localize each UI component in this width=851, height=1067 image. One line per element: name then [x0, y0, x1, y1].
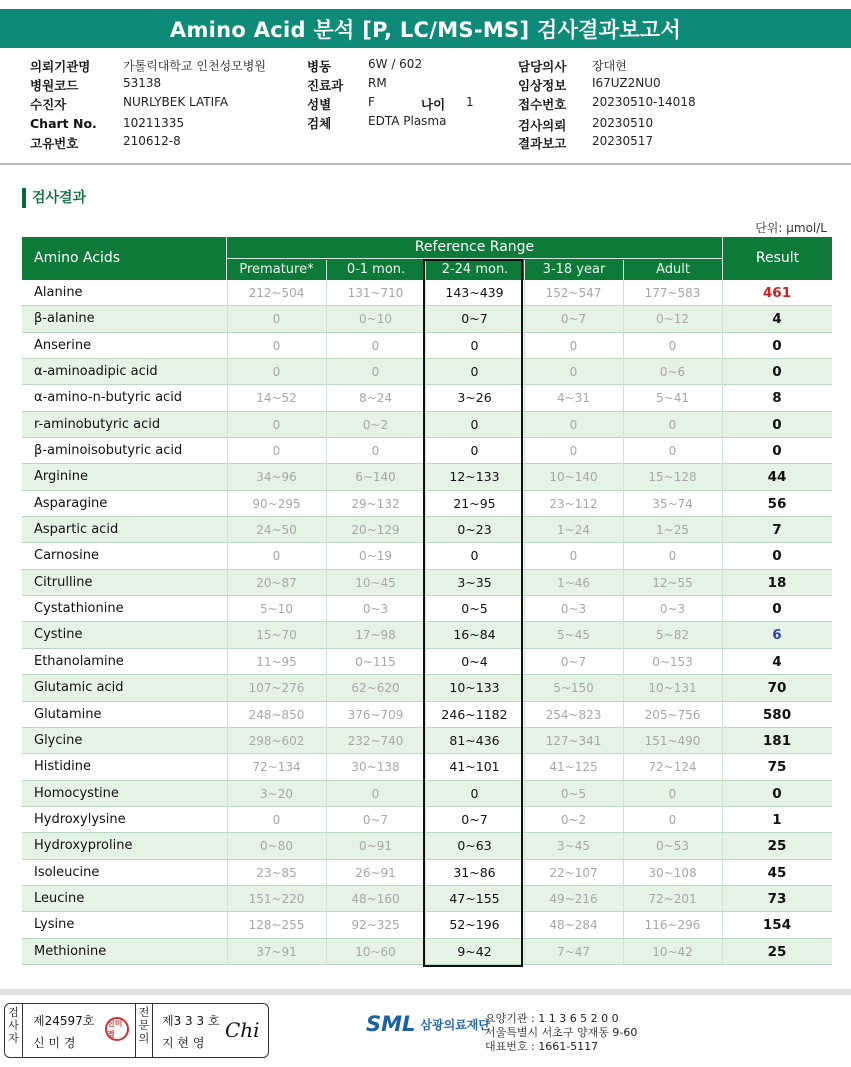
info-value: EDTA Plasma — [368, 114, 447, 128]
reference-range-cell: 1~25 — [656, 523, 689, 538]
reference-range-cell: 0~7 — [461, 811, 488, 827]
reference-range-cell: 0 — [569, 365, 578, 380]
reference-range-cell: 90~295 — [252, 496, 301, 511]
table-row — [22, 860, 832, 886]
reference-range-cell: 131~710 — [347, 286, 404, 300]
reference-range-cell: 0~7 — [560, 654, 587, 669]
reference-range-cell: 1~46 — [557, 575, 590, 590]
reference-range-cell: 1~24 — [557, 523, 590, 538]
footer-divider — [0, 989, 851, 995]
company-logo — [366, 1012, 490, 1036]
reference-range-cell: 5~10 — [260, 602, 293, 617]
reference-range-cell: 30~138 — [351, 760, 400, 775]
reference-range-cell: 49~216 — [549, 891, 598, 906]
reference-range-cell: 0 — [668, 786, 677, 801]
logo-name: 삼광의료재단 — [420, 1017, 490, 1032]
reference-range-cell: 0~5 — [560, 786, 587, 801]
table-row — [22, 306, 832, 332]
tester-number: 제24597호 — [33, 1014, 95, 1028]
table-header — [22, 237, 832, 280]
reference-range-cell: 5~45 — [557, 628, 590, 643]
reference-range-cell: 246~1182 — [441, 706, 508, 722]
amino-acid-name: Anserine — [34, 337, 92, 353]
result-value: 25 — [767, 838, 787, 855]
amino-acid-name: Glutamine — [34, 706, 102, 722]
amino-acid-name: Homocystine — [34, 785, 119, 801]
amino-acid-name: Citrulline — [34, 574, 93, 590]
table-row — [22, 280, 832, 306]
info-label: 검사의뢰 — [518, 118, 567, 133]
result-value: 45 — [767, 864, 787, 881]
info-label: 임상정보 — [518, 78, 567, 93]
amino-acid-table — [22, 237, 832, 965]
info-label: 검체 — [307, 116, 332, 131]
amino-acid-name: Ethanolamine — [34, 653, 124, 669]
table-row — [22, 728, 832, 754]
reference-range-cell: 0~10 — [359, 312, 392, 327]
result-value: 18 — [767, 574, 787, 591]
reference-range-cell: 0~19 — [359, 549, 392, 564]
table-row — [22, 939, 832, 965]
reference-range-cell: 23~112 — [549, 496, 598, 511]
reference-range-cell: 0~12 — [656, 312, 689, 327]
result-value: 56 — [767, 495, 787, 512]
reference-range-cell: 72~201 — [648, 891, 697, 906]
table-row — [22, 359, 832, 385]
table-row — [22, 886, 832, 912]
info-value: 장대현 — [592, 59, 627, 73]
reference-range-cell: 0 — [470, 416, 479, 432]
reference-range-cell: 0 — [272, 812, 281, 827]
reference-range-cell: 0 — [272, 549, 281, 564]
table-row — [22, 543, 832, 569]
reference-range-cell: 128~255 — [248, 918, 305, 933]
tester-label: 검사자 — [5, 1004, 23, 1057]
result-value: 0 — [772, 443, 782, 460]
signature-box — [4, 1003, 269, 1058]
reference-range-cell: 3~35 — [457, 574, 492, 590]
header-premature: Premature* — [239, 262, 314, 277]
amino-acid-name: Carnosine — [34, 548, 99, 564]
reference-range-cell: 41~125 — [549, 760, 598, 775]
reference-range-cell: 0 — [272, 365, 281, 380]
reference-range-cell: 5~150 — [553, 681, 594, 696]
table-row — [22, 491, 832, 517]
reference-range-cell: 0~91 — [359, 839, 392, 854]
reference-range-cell: 0 — [668, 338, 677, 353]
info-value: 20230510-14018 — [592, 95, 696, 109]
amino-acid-name: Glutamic acid — [34, 680, 124, 696]
table-row — [22, 807, 832, 833]
reference-range-cell: 20~87 — [256, 575, 297, 590]
result-value: 73 — [767, 890, 787, 907]
reference-range-cell: 298~602 — [248, 733, 305, 748]
info-value: 20230517 — [592, 134, 654, 148]
reference-range-cell: 0 — [470, 548, 479, 564]
reference-range-cell: 10~45 — [355, 575, 396, 590]
result-value: 461 — [762, 285, 792, 301]
result-value: 4 — [772, 311, 782, 328]
report-title: Amino Acid 분석 [P, LC/MS-MS] 검사결과보고서 — [0, 9, 851, 48]
info-label: 결과보고 — [518, 136, 567, 151]
reference-range-cell: 0~7 — [461, 311, 488, 327]
info-label: 진료과 — [307, 78, 344, 93]
reference-range-cell: 10~131 — [648, 681, 697, 696]
reference-range-cell: 62~620 — [351, 681, 400, 696]
info-divider — [0, 163, 851, 165]
header-result: Result — [722, 237, 832, 280]
amino-acid-name: α-aminoadipic acid — [34, 364, 158, 380]
table-row — [22, 570, 832, 596]
reference-range-cell: 10~60 — [355, 944, 396, 959]
reference-range-cell: 0 — [569, 549, 578, 564]
info-label: Chart No. — [30, 116, 97, 131]
address-line: 서울특별시 서초구 양재동 9-60 — [485, 1026, 638, 1039]
reference-range-cell: 3~26 — [457, 390, 492, 406]
amino-acid-name: Histidine — [34, 759, 91, 775]
reference-range-cell: 34~96 — [256, 470, 297, 485]
reference-range-cell: 72~124 — [648, 760, 697, 775]
reference-range-cell: 0~80 — [260, 839, 293, 854]
info-label: 수진자 — [30, 97, 67, 112]
reference-range-cell: 0~53 — [656, 839, 689, 854]
table-row — [22, 781, 832, 807]
expert-label: 전문의 — [135, 1004, 153, 1057]
reference-range-cell: 0~4 — [461, 653, 488, 669]
expert-name: 지 현 영 — [162, 1036, 205, 1050]
reference-range-cell: 52~196 — [449, 917, 500, 933]
result-value: 75 — [767, 759, 787, 776]
reference-range-cell: 0 — [668, 444, 677, 459]
amino-acid-name: α-amino-n-butyric acid — [34, 390, 183, 406]
reference-range-cell: 31~86 — [453, 864, 496, 880]
reference-range-cell: 0~6 — [659, 365, 686, 380]
reference-range-cell: 17~98 — [355, 628, 396, 643]
table-row — [22, 596, 832, 622]
reference-range-cell: 0~7 — [362, 812, 389, 827]
reference-range-cell: 72~134 — [252, 760, 301, 775]
reference-range-cell: 35~74 — [652, 496, 693, 511]
reference-range-cell: 0~63 — [457, 838, 492, 854]
reference-range-cell: 0 — [371, 365, 380, 380]
info-label: 병원코드 — [30, 78, 79, 93]
reference-range-cell: 15~128 — [648, 470, 697, 485]
reference-range-cell: 152~547 — [545, 286, 602, 300]
address-line: 대표번호 : 1661-5117 — [485, 1040, 599, 1053]
table-row — [22, 464, 832, 490]
header-2-24-mon: 2-24 mon. — [425, 260, 524, 280]
reference-range-cell: 376~709 — [347, 707, 404, 722]
reference-range-cell: 10~140 — [549, 470, 598, 485]
info-label: 병동 — [307, 59, 332, 74]
reference-range-cell: 232~740 — [347, 733, 404, 748]
reference-range-cell: 21~95 — [453, 495, 496, 511]
amino-acid-name: Aspartic acid — [34, 522, 119, 538]
reference-range-cell: 0~2 — [362, 417, 389, 432]
reference-range-cell: 20~129 — [351, 523, 400, 538]
reference-range-cell: 177~583 — [644, 286, 701, 300]
unit-label: 단위: μmol/L — [755, 221, 827, 235]
expert-number: 제3 3 3 호 — [162, 1014, 220, 1028]
patient-info — [0, 54, 851, 162]
result-value: 4 — [772, 653, 782, 670]
reference-range-cell: 3~45 — [557, 839, 590, 854]
stamp-seal: 신미경 — [105, 1017, 129, 1041]
reference-range-cell: 7~47 — [557, 944, 590, 959]
reference-range-cell: 37~91 — [256, 944, 297, 959]
reference-range-cell: 14~52 — [256, 391, 297, 406]
reference-range-cell: 0 — [470, 364, 479, 380]
result-value: 70 — [767, 680, 787, 697]
result-value: 6 — [772, 627, 782, 644]
info-value: 6W / 602 — [368, 57, 423, 71]
reference-range-cell: 81~436 — [449, 732, 500, 748]
header-divider — [227, 258, 722, 259]
amino-acid-name: Hydroxylysine — [34, 811, 126, 827]
amino-acid-name: β-aminoisobutyric acid — [34, 443, 183, 459]
reference-range-cell: 10~42 — [652, 944, 693, 959]
reference-range-cell: 0 — [272, 417, 281, 432]
reference-range-cell: 48~160 — [351, 891, 400, 906]
reference-range-cell: 41~101 — [449, 759, 500, 775]
header-0-1-mon: 0-1 mon. — [326, 260, 425, 280]
info-value: I67UZ2NU0 — [592, 76, 661, 90]
header-3-18-year: 3-18 year — [524, 260, 623, 280]
result-value: 8 — [772, 390, 782, 407]
result-value: 0 — [772, 337, 782, 354]
amino-acid-name: r-aminobutyric acid — [34, 416, 161, 432]
reference-range-cell: 0 — [668, 549, 677, 564]
reference-range-cell: 16~84 — [453, 627, 496, 643]
amino-acid-name: Alanine — [34, 285, 83, 300]
table-row — [22, 675, 832, 701]
info-value: 10211335 — [123, 116, 185, 130]
header-reference-range: Reference Range — [414, 239, 535, 255]
reference-range-cell: 0~3 — [560, 602, 587, 617]
amino-acid-name: Hydroxyproline — [34, 838, 133, 854]
info-value: 20230510 — [592, 116, 654, 130]
age-label: 나이 — [421, 97, 446, 112]
amino-acid-name: Glycine — [34, 732, 83, 748]
reference-range-cell: 151~220 — [248, 891, 305, 906]
table-row — [22, 754, 832, 780]
age-value: 1 — [466, 95, 474, 109]
result-value: 0 — [772, 364, 782, 381]
table-row — [22, 385, 832, 411]
table-row — [22, 412, 832, 438]
reference-range-cell: 0 — [371, 444, 380, 459]
reference-range-cell: 0~2 — [560, 812, 587, 827]
table-row — [22, 333, 832, 359]
tester-name: 신 미 경 — [33, 1036, 76, 1050]
reference-range-cell: 151~490 — [644, 733, 701, 748]
header-amino-acids: Amino Acids — [34, 250, 121, 266]
reference-range-cell: 5~82 — [656, 628, 689, 643]
amino-acid-name: Asparagine — [34, 495, 108, 511]
reference-range-cell: 0 — [569, 417, 578, 432]
logo-mark: SML — [366, 1012, 416, 1036]
reference-range-cell: 47~155 — [449, 890, 500, 906]
reference-range-cell: 0~7 — [560, 312, 587, 327]
reference-range-cell: 0 — [371, 786, 380, 801]
reference-range-cell: 30~108 — [648, 865, 697, 880]
reference-range-cell: 12~133 — [449, 469, 500, 485]
reference-range-cell: 107~276 — [248, 681, 305, 696]
reference-range-cell: 11~95 — [256, 654, 297, 669]
result-value: 1 — [772, 811, 782, 828]
info-value: 가톨릭대학교 인천성모병원 — [123, 59, 266, 73]
reference-range-cell: 248~850 — [248, 707, 305, 722]
header-adult: Adult — [623, 260, 722, 280]
reference-range-cell: 9~42 — [457, 943, 492, 959]
reference-range-cell: 0~115 — [355, 654, 396, 669]
reference-range-cell: 22~107 — [549, 865, 598, 880]
result-value: 44 — [767, 469, 787, 486]
result-value: 0 — [772, 548, 782, 565]
reference-range-cell: 0~3 — [362, 602, 389, 617]
info-value: 210612-8 — [123, 134, 181, 148]
reference-range-cell: 0 — [569, 338, 578, 353]
reference-range-cell: 29~132 — [351, 496, 400, 511]
table-row — [22, 833, 832, 859]
reference-range-cell: 4~31 — [557, 391, 590, 406]
signature: Chi — [225, 1018, 260, 1042]
info-label: 접수번호 — [518, 97, 567, 112]
info-label: 고유번호 — [30, 136, 79, 151]
reference-range-cell: 0~5 — [461, 601, 488, 617]
result-value: 0 — [772, 601, 782, 618]
info-value: NURLYBEK LATIFA — [123, 95, 229, 109]
company-address — [485, 1012, 637, 1054]
table-body — [22, 280, 832, 965]
reference-range-cell: 116~296 — [644, 918, 701, 933]
reference-range-cell: 0 — [470, 337, 479, 353]
reference-range-cell: 0 — [668, 417, 677, 432]
reference-range-cell: 5~41 — [656, 391, 689, 406]
reference-range-cell: 205~756 — [644, 707, 701, 722]
reference-range-cell: 8~24 — [359, 391, 392, 406]
reference-range-cell: 24~50 — [256, 523, 297, 538]
result-value: 0 — [772, 416, 782, 433]
reference-range-cell: 3~20 — [260, 786, 293, 801]
amino-acid-name: β-alanine — [34, 311, 95, 327]
result-value: 25 — [767, 943, 787, 960]
result-value: 580 — [762, 706, 792, 723]
reference-range-cell: 0 — [470, 785, 479, 801]
info-label: 담당의사 — [518, 59, 567, 74]
info-label: 의뢰기관명 — [30, 59, 91, 74]
info-value: RM — [368, 76, 387, 90]
reference-range-cell: 15~70 — [256, 628, 297, 643]
result-value: 7 — [772, 522, 782, 539]
amino-acid-name: Methionine — [34, 943, 107, 959]
amino-acid-name: Leucine — [34, 890, 85, 906]
amino-acid-name: Lysine — [34, 917, 75, 933]
amino-acid-name: Isoleucine — [34, 864, 100, 880]
reference-range-cell: 0~3 — [659, 602, 686, 617]
reference-range-cell: 48~284 — [549, 918, 598, 933]
reference-range-cell: 10~133 — [449, 680, 500, 696]
reference-range-cell: 254~823 — [545, 707, 602, 722]
result-value: 181 — [762, 732, 792, 749]
info-value: 53138 — [123, 76, 162, 90]
table-row — [22, 438, 832, 464]
reference-range-cell: 0 — [668, 812, 677, 827]
reference-range-cell: 212~504 — [248, 286, 305, 300]
reference-range-cell: 127~341 — [545, 733, 602, 748]
address-line: 요양기관 : 1 1 3 6 5 2 0 0 — [485, 1012, 619, 1025]
reference-range-cell: 12~55 — [652, 575, 693, 590]
amino-acid-name: Arginine — [34, 469, 88, 485]
reference-range-cell: 0 — [569, 444, 578, 459]
result-value: 154 — [762, 917, 792, 934]
reference-range-cell: 26~91 — [355, 865, 396, 880]
reference-range-cell: 0 — [272, 444, 281, 459]
table-row — [22, 517, 832, 543]
table-row — [22, 702, 832, 728]
reference-range-cell: 0 — [272, 312, 281, 327]
reference-range-cell: 0 — [371, 338, 380, 353]
reference-range-cell: 0 — [470, 443, 479, 459]
reference-range-cell: 0~23 — [457, 522, 492, 538]
reference-range-cell: 0~153 — [652, 654, 693, 669]
table-row — [22, 649, 832, 675]
table-row — [22, 912, 832, 938]
amino-acid-name: Cystine — [34, 627, 83, 643]
amino-acid-name: Cystathionine — [34, 601, 124, 617]
reference-range-cell: 6~140 — [355, 470, 396, 485]
result-value: 0 — [772, 785, 782, 802]
reference-range-cell: 143~439 — [445, 285, 504, 300]
section-title: 검사결과 — [22, 188, 86, 208]
table-row — [22, 622, 832, 648]
reference-range-cell: 92~325 — [351, 918, 400, 933]
reference-range-cell: 0 — [272, 338, 281, 353]
reference-range-cell: 23~85 — [256, 865, 297, 880]
info-label: 성별 — [307, 97, 332, 112]
info-value: F — [368, 95, 375, 109]
